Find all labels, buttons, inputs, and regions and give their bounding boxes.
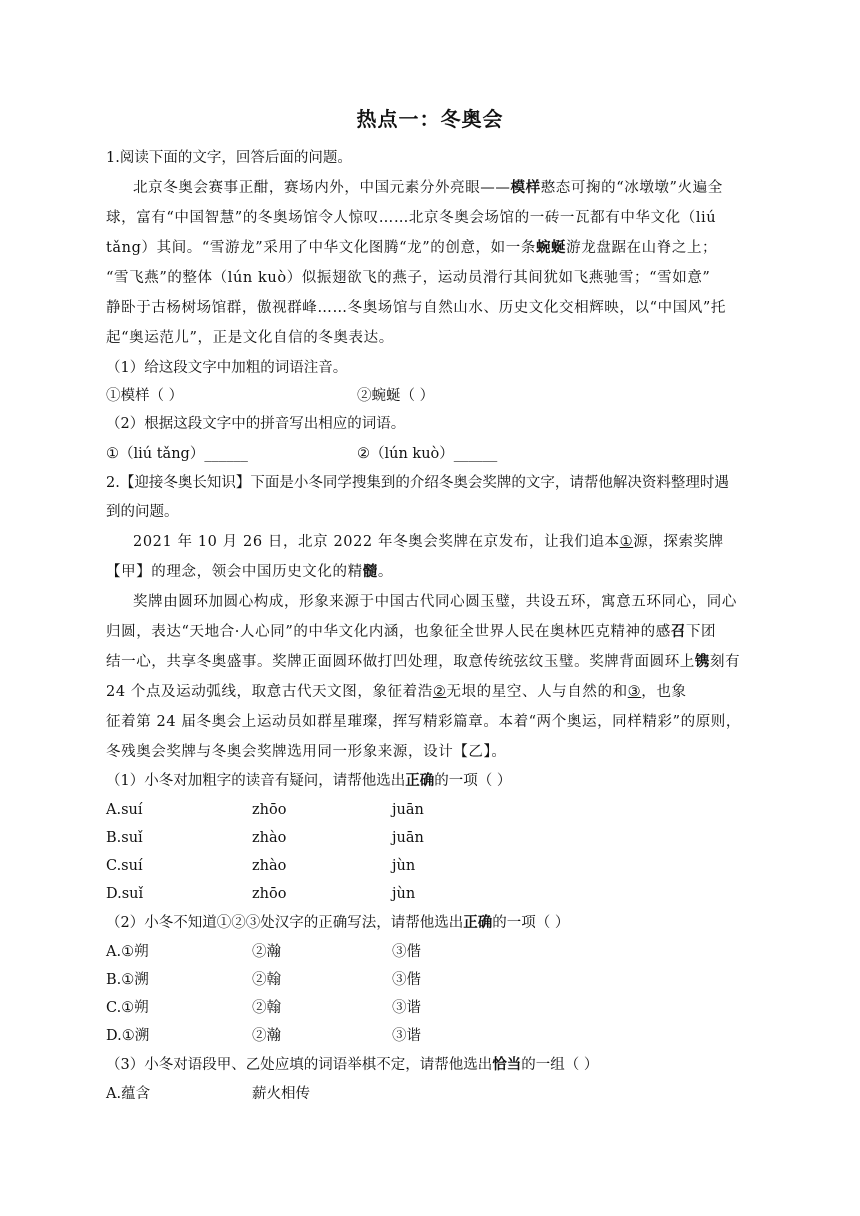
text-run: 憨态可掬的“冰墩墩”火遍全 [540, 180, 723, 196]
bold-word: 髓 [362, 563, 378, 580]
text-run: 的一项（ ） [434, 773, 512, 789]
option-cell: ②瀚 [252, 944, 281, 960]
q2-sub1 [106, 771, 756, 791]
q2-para-line: 冬残奥会奖牌与冬奥会奖牌选用同一形象来源，设计【乙】。 [106, 744, 507, 760]
q1-sub2-item: ①（liú tǎng）______ [106, 446, 248, 462]
text-run: （3）小冬对语段甲、乙处应填的词语举棋不定，请帮他选出 [106, 1057, 493, 1073]
answer-blank[interactable]: ① [619, 534, 634, 550]
bold-word: 召 [670, 623, 686, 640]
text-run: 的一组（ ） [521, 1057, 599, 1073]
q2-stem: 到的问题。 [106, 504, 179, 520]
option-cell: zhào [252, 858, 287, 874]
option-cell: ③谐 [392, 1000, 421, 1016]
option-cell: ③偕 [392, 944, 421, 960]
text-run: （2）小冬不知道①②③处汉字的正确写法，请帮他选出 [106, 915, 464, 931]
q2-para-line: 奖牌由圆环加圆心构成，形象来源于中国古代同心圆玉璧，共设五环，寓意五环同心，同心 [133, 594, 737, 610]
text-run: 归圆，表达“天地合·人心同”的中华文化内涵，也象征全世界人民在奥林匹克精神的感 [106, 624, 671, 640]
text-run: 游龙盘踞在山脊之上； [566, 240, 718, 256]
option-label[interactable]: A.①朔 [106, 944, 149, 960]
option-cell: ②翰 [252, 1000, 281, 1016]
q1-sub1-item: ①模样（ ） [106, 388, 184, 404]
q2-para-line [106, 622, 756, 642]
option-cell: ③偕 [392, 972, 421, 988]
q1-para-line: 起“奥运范儿”，正是文化自信的冬奥表达。 [106, 330, 394, 346]
text-run: 2021 年 10 月 26 日，北京 2022 年冬奥会奖牌在京发布，让我们追本 [133, 534, 620, 550]
text-run: 源，探索奖牌 [633, 534, 724, 550]
option-label[interactable]: C.suí [106, 858, 143, 874]
option-cell: jùn [392, 858, 416, 874]
bold-word: 模样 [510, 179, 541, 196]
text-run: 24 个点及运动弧线，取意古代天文图，象征着浩 [106, 684, 433, 700]
text-run: 结一心，共享冬奥盛事。奖牌正面圆环做打凹处理，取意传统弦纹玉璧。奖牌背面圆环上 [106, 654, 695, 670]
q2-stem: 2.【迎接冬奥长知识】下面是小冬同学搜集到的介绍冬奥会奖牌的文字，请帮他解决资料整理时遇 [106, 475, 729, 491]
option-cell: 薪火相传 [252, 1086, 310, 1102]
option-cell: juān [392, 802, 424, 818]
text-run: 北京冬奥会赛事正酣，赛场内外，中国元素分外亮眼—— [133, 180, 511, 196]
option-label[interactable]: D.suǐ [106, 886, 144, 902]
q1-sub2-item: ②（lún kuò）______ [357, 446, 498, 462]
option-cell: jùn [392, 886, 416, 902]
option-cell: zhōo [252, 886, 287, 902]
page-title: 热点一：冬奥会 [356, 107, 504, 131]
q1-sub2: （2）根据这段文字中的拼音写出相应的词语。 [106, 416, 406, 432]
option-label[interactable]: B.①溯 [106, 972, 149, 988]
option-label[interactable]: A.蕴含 [106, 1086, 151, 1102]
q2-para-line [106, 562, 756, 582]
bold-word: 正确 [463, 914, 493, 931]
q1-para-line: 静卧于古杨树场馆群，傲视群峰……冬奥场馆与自然山水、历史文化交相辉映，以“中国风”托 [106, 300, 727, 316]
option-label[interactable]: C.①朔 [106, 1000, 149, 1016]
option-cell: ②翰 [252, 972, 281, 988]
q2-para-line: 征着第 24 届冬奥会上运动员如群星璀璨，挥写精彩篇章。本着“两个奥运，同样精彩”的原则， [106, 714, 741, 730]
option-cell: ③谐 [392, 1028, 421, 1044]
text-run: 【甲】的理念，领会中国历史文化的精 [106, 564, 363, 580]
option-cell: juān [392, 830, 424, 846]
text-run: 下团 [685, 624, 717, 640]
q1-para-line [106, 238, 756, 258]
q2-para-line [106, 682, 756, 702]
q1-sub1: （1）给这段文字中加粗的词语注音。 [106, 360, 348, 376]
text-run: 刻有 [710, 654, 741, 670]
q2-para-line [133, 532, 756, 552]
option-label[interactable]: B.suǐ [106, 830, 143, 846]
text-run: ，也象 [641, 684, 687, 700]
bold-word: 蜿蜒 [535, 239, 567, 256]
option-label[interactable]: A.suí [106, 802, 143, 818]
option-cell: zhōo [252, 802, 287, 818]
q1-para-line: 球，富有“中国智慧”的冬奥场馆令人惊叹……北京冬奥会场馆的一砖一瓦都有中华文化（liú [106, 210, 717, 226]
option-label[interactable]: D.①溯 [106, 1028, 150, 1044]
text-run: 的一项（ ） [492, 915, 570, 931]
option-cell: zhào [252, 830, 287, 846]
text-run: tǎng）其间。“雪游龙”采用了中华文化图腾“龙”的创意，如一条 [106, 240, 536, 256]
q1-stem: 1.阅读下面的文字，回答后面的问题。 [106, 150, 352, 166]
q2-sub2 [106, 913, 756, 933]
bold-word: 恰当 [492, 1056, 522, 1073]
text-run: 无垠的星空、人与自然的和 [446, 684, 628, 700]
q1-sub1-item: ②蜿蜒（ ） [357, 388, 435, 404]
q2-sub3 [106, 1055, 756, 1075]
q2-para-line [106, 652, 756, 672]
bold-word: 正确 [405, 772, 435, 789]
text-run: 。 [377, 564, 393, 580]
answer-blank[interactable]: ③ [627, 684, 642, 700]
q1-para-line [133, 178, 756, 198]
text-run: （1）小冬对加粗字的读音有疑问，请帮他选出 [106, 773, 406, 789]
option-cell: ②瀚 [252, 1028, 281, 1044]
bold-word: 镌 [694, 653, 711, 670]
answer-blank[interactable]: ② [432, 684, 447, 700]
q1-para-line: “雪飞燕”的整体（lún kuò）似振翅欲飞的燕子，运动员滑行其间犹如飞燕驰雪；“雪如意” [106, 270, 711, 286]
